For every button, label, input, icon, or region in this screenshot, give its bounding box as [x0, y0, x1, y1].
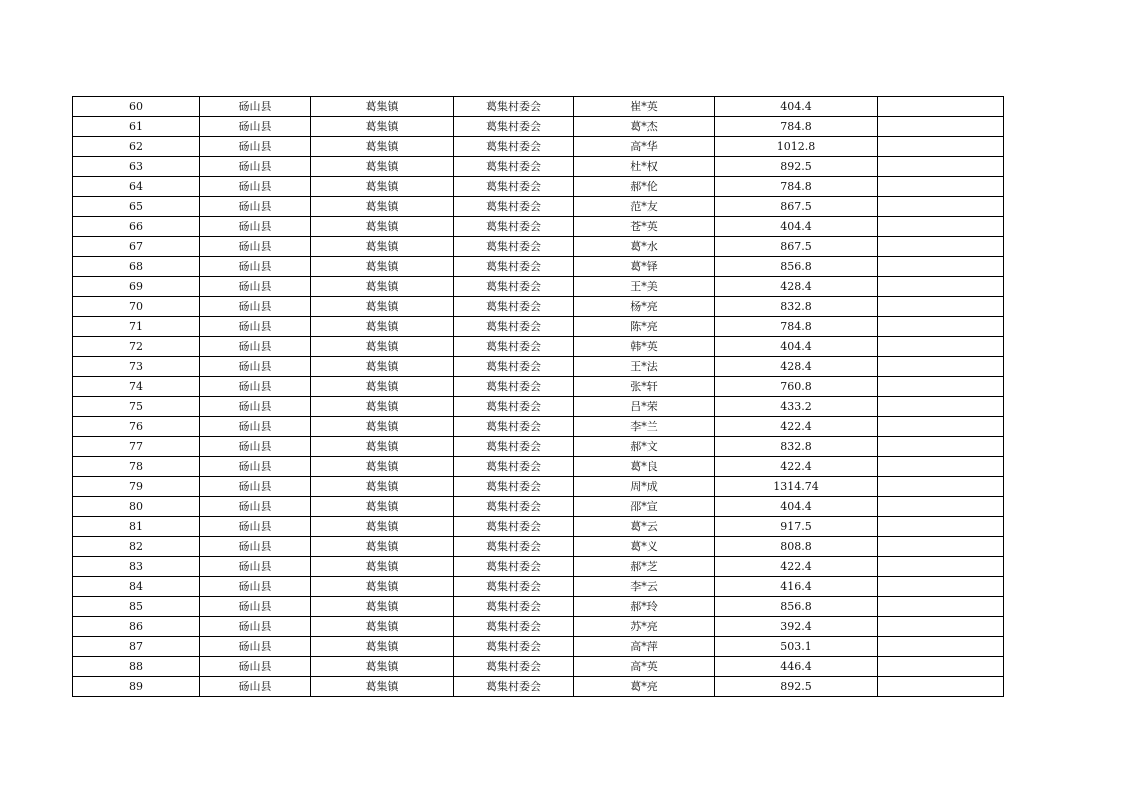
town-cell: 葛集镇 — [311, 497, 454, 517]
town-cell: 葛集镇 — [311, 217, 454, 237]
row-number-cell: 81 — [73, 517, 200, 537]
village-committee-cell: 葛集村委会 — [454, 457, 574, 477]
name-cell: 范*友 — [574, 197, 715, 217]
remark-cell — [878, 457, 1004, 477]
table-row — [73, 517, 1004, 537]
table-row — [73, 537, 1004, 557]
town-cell: 葛集镇 — [311, 337, 454, 357]
village-committee-cell: 葛集村委会 — [454, 577, 574, 597]
name-cell: 杜*权 — [574, 157, 715, 177]
row-number-cell: 67 — [73, 237, 200, 257]
county-cell: 砀山县 — [200, 577, 311, 597]
county-cell: 砀山县 — [200, 637, 311, 657]
table-row — [73, 577, 1004, 597]
name-cell: 张*轩 — [574, 377, 715, 397]
table-row — [73, 457, 1004, 477]
county-cell: 砀山县 — [200, 137, 311, 157]
village-committee-cell: 葛集村委会 — [454, 317, 574, 337]
amount-cell: 1012.8 — [715, 137, 878, 157]
amount-cell: 404.4 — [715, 337, 878, 357]
county-cell: 砀山县 — [200, 317, 311, 337]
town-cell: 葛集镇 — [311, 477, 454, 497]
amount-cell: 856.8 — [715, 257, 878, 277]
name-cell: 吕*荣 — [574, 397, 715, 417]
table-row — [73, 417, 1004, 437]
town-cell: 葛集镇 — [311, 597, 454, 617]
amount-cell: 404.4 — [715, 497, 878, 517]
town-cell: 葛集镇 — [311, 457, 454, 477]
table-row — [73, 677, 1004, 697]
table-row — [73, 437, 1004, 457]
town-cell: 葛集镇 — [311, 537, 454, 557]
remark-cell — [878, 157, 1004, 177]
name-cell: 郝*伦 — [574, 177, 715, 197]
name-cell: 周*成 — [574, 477, 715, 497]
amount-cell: 784.8 — [715, 177, 878, 197]
town-cell: 葛集镇 — [311, 577, 454, 597]
name-cell: 李*云 — [574, 577, 715, 597]
remark-cell — [878, 177, 1004, 197]
table-row — [73, 157, 1004, 177]
table-row — [73, 657, 1004, 677]
row-number-cell: 63 — [73, 157, 200, 177]
row-number-cell: 75 — [73, 397, 200, 417]
remark-cell — [878, 417, 1004, 437]
county-cell: 砀山县 — [200, 117, 311, 137]
name-cell: 高*英 — [574, 657, 715, 677]
amount-cell: 892.5 — [715, 157, 878, 177]
county-cell: 砀山县 — [200, 677, 311, 697]
row-number-cell: 78 — [73, 457, 200, 477]
remark-cell — [878, 317, 1004, 337]
name-cell: 李*兰 — [574, 417, 715, 437]
data-table — [72, 96, 1004, 697]
county-cell: 砀山县 — [200, 457, 311, 477]
row-number-cell: 86 — [73, 617, 200, 637]
remark-cell — [878, 277, 1004, 297]
remark-cell — [878, 117, 1004, 137]
table-row — [73, 217, 1004, 237]
amount-cell: 422.4 — [715, 457, 878, 477]
remark-cell — [878, 137, 1004, 157]
county-cell: 砀山县 — [200, 337, 311, 357]
amount-cell: 892.5 — [715, 677, 878, 697]
county-cell: 砀山县 — [200, 377, 311, 397]
county-cell: 砀山县 — [200, 417, 311, 437]
remark-cell — [878, 597, 1004, 617]
amount-cell: 433.2 — [715, 397, 878, 417]
remark-cell — [878, 617, 1004, 637]
amount-cell: 428.4 — [715, 277, 878, 297]
table-row — [73, 197, 1004, 217]
name-cell: 郝*玲 — [574, 597, 715, 617]
remark-cell — [878, 477, 1004, 497]
village-committee-cell: 葛集村委会 — [454, 157, 574, 177]
name-cell: 崔*英 — [574, 97, 715, 117]
table-row — [73, 117, 1004, 137]
amount-cell: 784.8 — [715, 317, 878, 337]
remark-cell — [878, 577, 1004, 597]
town-cell: 葛集镇 — [311, 517, 454, 537]
town-cell: 葛集镇 — [311, 377, 454, 397]
name-cell: 葛*良 — [574, 457, 715, 477]
town-cell: 葛集镇 — [311, 437, 454, 457]
table-row — [73, 317, 1004, 337]
name-cell: 葛*亮 — [574, 677, 715, 697]
remark-cell — [878, 557, 1004, 577]
row-number-cell: 72 — [73, 337, 200, 357]
name-cell: 高*华 — [574, 137, 715, 157]
village-committee-cell: 葛集村委会 — [454, 537, 574, 557]
table-row — [73, 597, 1004, 617]
village-committee-cell: 葛集村委会 — [454, 517, 574, 537]
table-row — [73, 617, 1004, 637]
town-cell: 葛集镇 — [311, 317, 454, 337]
village-committee-cell: 葛集村委会 — [454, 97, 574, 117]
town-cell: 葛集镇 — [311, 157, 454, 177]
row-number-cell: 85 — [73, 597, 200, 617]
county-cell: 砀山县 — [200, 237, 311, 257]
table-row — [73, 277, 1004, 297]
row-number-cell: 60 — [73, 97, 200, 117]
amount-cell: 808.8 — [715, 537, 878, 557]
town-cell: 葛集镇 — [311, 357, 454, 377]
remark-cell — [878, 197, 1004, 217]
name-cell: 王*美 — [574, 277, 715, 297]
remark-cell — [878, 217, 1004, 237]
town-cell: 葛集镇 — [311, 257, 454, 277]
amount-cell: 784.8 — [715, 117, 878, 137]
county-cell: 砀山县 — [200, 197, 311, 217]
amount-cell: 404.4 — [715, 217, 878, 237]
amount-cell: 404.4 — [715, 97, 878, 117]
village-committee-cell: 葛集村委会 — [454, 597, 574, 617]
name-cell: 葛*铎 — [574, 257, 715, 277]
village-committee-cell: 葛集村委会 — [454, 657, 574, 677]
table-row — [73, 477, 1004, 497]
town-cell: 葛集镇 — [311, 177, 454, 197]
table-row — [73, 137, 1004, 157]
row-number-cell: 62 — [73, 137, 200, 157]
amount-cell: 917.5 — [715, 517, 878, 537]
remark-cell — [878, 397, 1004, 417]
row-number-cell: 80 — [73, 497, 200, 517]
name-cell: 郝*文 — [574, 437, 715, 457]
table-row — [73, 297, 1004, 317]
county-cell: 砀山县 — [200, 97, 311, 117]
village-committee-cell: 葛集村委会 — [454, 397, 574, 417]
name-cell: 郝*芝 — [574, 557, 715, 577]
village-committee-cell: 葛集村委会 — [454, 417, 574, 437]
town-cell: 葛集镇 — [311, 197, 454, 217]
amount-cell: 422.4 — [715, 557, 878, 577]
remark-cell — [878, 517, 1004, 537]
county-cell: 砀山县 — [200, 657, 311, 677]
remark-cell — [878, 337, 1004, 357]
village-committee-cell: 葛集村委会 — [454, 177, 574, 197]
town-cell: 葛集镇 — [311, 637, 454, 657]
village-committee-cell: 葛集村委会 — [454, 137, 574, 157]
name-cell: 葛*义 — [574, 537, 715, 557]
row-number-cell: 65 — [73, 197, 200, 217]
village-committee-cell: 葛集村委会 — [454, 257, 574, 277]
remark-cell — [878, 377, 1004, 397]
county-cell: 砀山县 — [200, 297, 311, 317]
amount-cell: 446.4 — [715, 657, 878, 677]
village-committee-cell: 葛集村委会 — [454, 297, 574, 317]
table-row — [73, 397, 1004, 417]
town-cell: 葛集镇 — [311, 117, 454, 137]
table-row — [73, 97, 1004, 117]
amount-cell: 503.1 — [715, 637, 878, 657]
county-cell: 砀山县 — [200, 217, 311, 237]
county-cell: 砀山县 — [200, 157, 311, 177]
table-row — [73, 337, 1004, 357]
table-body — [73, 97, 1004, 697]
remark-cell — [878, 497, 1004, 517]
town-cell: 葛集镇 — [311, 617, 454, 637]
county-cell: 砀山县 — [200, 257, 311, 277]
county-cell: 砀山县 — [200, 397, 311, 417]
county-cell: 砀山县 — [200, 277, 311, 297]
remark-cell — [878, 657, 1004, 677]
row-number-cell: 79 — [73, 477, 200, 497]
amount-cell: 422.4 — [715, 417, 878, 437]
town-cell: 葛集镇 — [311, 97, 454, 117]
village-committee-cell: 葛集村委会 — [454, 557, 574, 577]
village-committee-cell: 葛集村委会 — [454, 677, 574, 697]
name-cell: 邵*宣 — [574, 497, 715, 517]
village-committee-cell: 葛集村委会 — [454, 117, 574, 137]
village-committee-cell: 葛集村委会 — [454, 377, 574, 397]
row-number-cell: 83 — [73, 557, 200, 577]
name-cell: 王*法 — [574, 357, 715, 377]
village-committee-cell: 葛集村委会 — [454, 357, 574, 377]
town-cell: 葛集镇 — [311, 297, 454, 317]
row-number-cell: 87 — [73, 637, 200, 657]
row-number-cell: 74 — [73, 377, 200, 397]
table-row — [73, 177, 1004, 197]
name-cell: 葛*杰 — [574, 117, 715, 137]
row-number-cell: 69 — [73, 277, 200, 297]
row-number-cell: 84 — [73, 577, 200, 597]
town-cell: 葛集镇 — [311, 277, 454, 297]
amount-cell: 867.5 — [715, 237, 878, 257]
row-number-cell: 61 — [73, 117, 200, 137]
remark-cell — [878, 97, 1004, 117]
village-committee-cell: 葛集村委会 — [454, 237, 574, 257]
town-cell: 葛集镇 — [311, 557, 454, 577]
table-row — [73, 357, 1004, 377]
amount-cell: 392.4 — [715, 617, 878, 637]
village-committee-cell: 葛集村委会 — [454, 477, 574, 497]
remark-cell — [878, 437, 1004, 457]
table-row — [73, 237, 1004, 257]
town-cell: 葛集镇 — [311, 657, 454, 677]
name-cell: 韩*英 — [574, 337, 715, 357]
county-cell: 砀山县 — [200, 437, 311, 457]
name-cell: 杨*亮 — [574, 297, 715, 317]
remark-cell — [878, 637, 1004, 657]
village-committee-cell: 葛集村委会 — [454, 217, 574, 237]
row-number-cell: 71 — [73, 317, 200, 337]
name-cell: 苏*亮 — [574, 617, 715, 637]
amount-cell: 867.5 — [715, 197, 878, 217]
name-cell: 高*萍 — [574, 637, 715, 657]
county-cell: 砀山县 — [200, 617, 311, 637]
county-cell: 砀山县 — [200, 537, 311, 557]
remark-cell — [878, 537, 1004, 557]
town-cell: 葛集镇 — [311, 417, 454, 437]
amount-cell: 832.8 — [715, 437, 878, 457]
name-cell: 陈*亮 — [574, 317, 715, 337]
remark-cell — [878, 257, 1004, 277]
amount-cell: 428.4 — [715, 357, 878, 377]
county-cell: 砀山县 — [200, 557, 311, 577]
row-number-cell: 64 — [73, 177, 200, 197]
remark-cell — [878, 297, 1004, 317]
table-row — [73, 377, 1004, 397]
county-cell: 砀山县 — [200, 597, 311, 617]
amount-cell: 416.4 — [715, 577, 878, 597]
town-cell: 葛集镇 — [311, 237, 454, 257]
county-cell: 砀山县 — [200, 517, 311, 537]
table-row — [73, 557, 1004, 577]
village-committee-cell: 葛集村委会 — [454, 197, 574, 217]
remark-cell — [878, 357, 1004, 377]
name-cell: 葛*云 — [574, 517, 715, 537]
table-row — [73, 257, 1004, 277]
row-number-cell: 76 — [73, 417, 200, 437]
amount-cell: 832.8 — [715, 297, 878, 317]
row-number-cell: 82 — [73, 537, 200, 557]
row-number-cell: 73 — [73, 357, 200, 377]
row-number-cell: 88 — [73, 657, 200, 677]
amount-cell: 1314.74 — [715, 477, 878, 497]
table-row — [73, 637, 1004, 657]
name-cell: 苍*英 — [574, 217, 715, 237]
row-number-cell: 89 — [73, 677, 200, 697]
village-committee-cell: 葛集村委会 — [454, 437, 574, 457]
town-cell: 葛集镇 — [311, 397, 454, 417]
county-cell: 砀山县 — [200, 477, 311, 497]
village-committee-cell: 葛集村委会 — [454, 277, 574, 297]
amount-cell: 856.8 — [715, 597, 878, 617]
row-number-cell: 70 — [73, 297, 200, 317]
remark-cell — [878, 677, 1004, 697]
remark-cell — [878, 237, 1004, 257]
town-cell: 葛集镇 — [311, 137, 454, 157]
county-cell: 砀山县 — [200, 177, 311, 197]
row-number-cell: 66 — [73, 217, 200, 237]
town-cell: 葛集镇 — [311, 677, 454, 697]
row-number-cell: 77 — [73, 437, 200, 457]
village-committee-cell: 葛集村委会 — [454, 497, 574, 517]
village-committee-cell: 葛集村委会 — [454, 637, 574, 657]
county-cell: 砀山县 — [200, 357, 311, 377]
table-row — [73, 497, 1004, 517]
village-committee-cell: 葛集村委会 — [454, 617, 574, 637]
county-cell: 砀山县 — [200, 497, 311, 517]
row-number-cell: 68 — [73, 257, 200, 277]
name-cell: 葛*水 — [574, 237, 715, 257]
village-committee-cell: 葛集村委会 — [454, 337, 574, 357]
amount-cell: 760.8 — [715, 377, 878, 397]
